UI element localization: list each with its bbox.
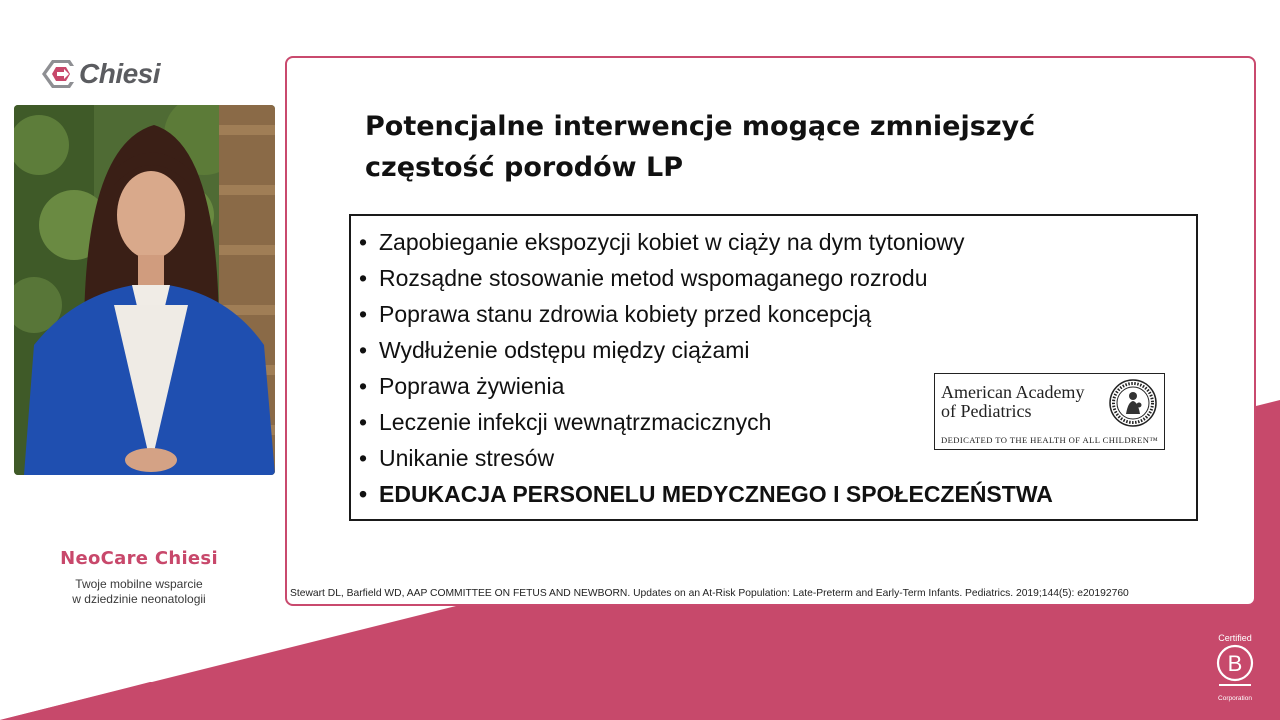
list-item — [359, 224, 1196, 260]
presenter-video — [14, 105, 275, 475]
bcorp-letter: B — [1227, 651, 1243, 676]
list-item-text: Wydłużenie odstępu między ciążami — [379, 337, 750, 363]
bullet-icon: • — [359, 229, 368, 255]
brand-block — [14, 548, 264, 607]
interventions-box — [349, 214, 1198, 521]
list-item-text: EDUKACJA PERSONELU MEDYCZNEGO I SPOŁECZEŃSTWA — [379, 481, 1053, 507]
list-item-text: Zapobieganie ekspozycji kobiet w ciąży na dym tytoniowy — [379, 229, 965, 255]
list-item-text: Poprawa żywienia — [379, 373, 565, 399]
slide-title-line: częstość porodów LP — [365, 152, 683, 183]
bullet-icon: • — [359, 409, 368, 435]
aap-seal-icon — [1108, 378, 1158, 428]
brand-title: NeoCare Chiesi — [60, 548, 218, 569]
aap-name-line: American Academy — [941, 382, 1085, 402]
aap-tagline: DEDICATED TO THE HEALTH OF ALL CHILDREN™ — [941, 435, 1159, 445]
logo-wordmark: Chiesi — [79, 58, 161, 89]
bcorp-corporation: Corporation — [1218, 695, 1252, 702]
brand-subtitle-line: w dziedzinie neonatologii — [72, 592, 206, 606]
list-item — [359, 476, 1196, 512]
bullet-icon: • — [359, 337, 368, 363]
bullet-icon: • — [359, 265, 368, 291]
list-item-text: Rozsądne stosowanie metod wspomaganego rozrodu — [379, 265, 928, 291]
bullet-icon: • — [359, 373, 368, 399]
presenter-video-frame — [14, 105, 275, 475]
list-item — [359, 296, 1196, 332]
aap-name-line: of Pediatrics — [941, 401, 1032, 421]
aap-name — [941, 383, 1084, 421]
interventions-list — [351, 216, 1196, 512]
chiesi-logo — [40, 57, 180, 91]
presentation-slide — [285, 56, 1256, 606]
slide-title — [365, 106, 1125, 188]
slide-title-line: Potencjalne interwencje mogące zmniejszyć — [365, 111, 1036, 142]
brand-subtitle — [14, 577, 264, 607]
chiesi-logo-icon — [40, 58, 76, 90]
bullet-icon: • — [359, 481, 368, 507]
bcorp-badge — [1210, 633, 1260, 703]
bullet-icon: • — [359, 301, 368, 327]
bcorp-certified: Certified — [1218, 633, 1252, 643]
bullet-icon: • — [359, 445, 368, 471]
list-item — [359, 332, 1196, 368]
list-item-text: Poprawa stanu zdrowia kobiety przed koncepcją — [379, 301, 872, 327]
bcorp-icon — [1215, 643, 1255, 689]
list-item-text: Leczenie infekcji wewnątrzmacicznych — [379, 409, 772, 435]
list-item — [359, 260, 1196, 296]
aap-logo — [934, 373, 1165, 450]
brand-subtitle-line: Twoje mobilne wsparcie — [75, 577, 203, 591]
citation: Stewart DL, Barfield WD, AAP COMMITTEE ON FETUS AND NEWBORN. Updates on an At-Risk Population: Late-Preterm and Early-Term Infants. Pediatrics. 2019;144(5): e20192760 — [290, 588, 1129, 599]
list-item-text: Unikanie stresów — [379, 445, 555, 471]
